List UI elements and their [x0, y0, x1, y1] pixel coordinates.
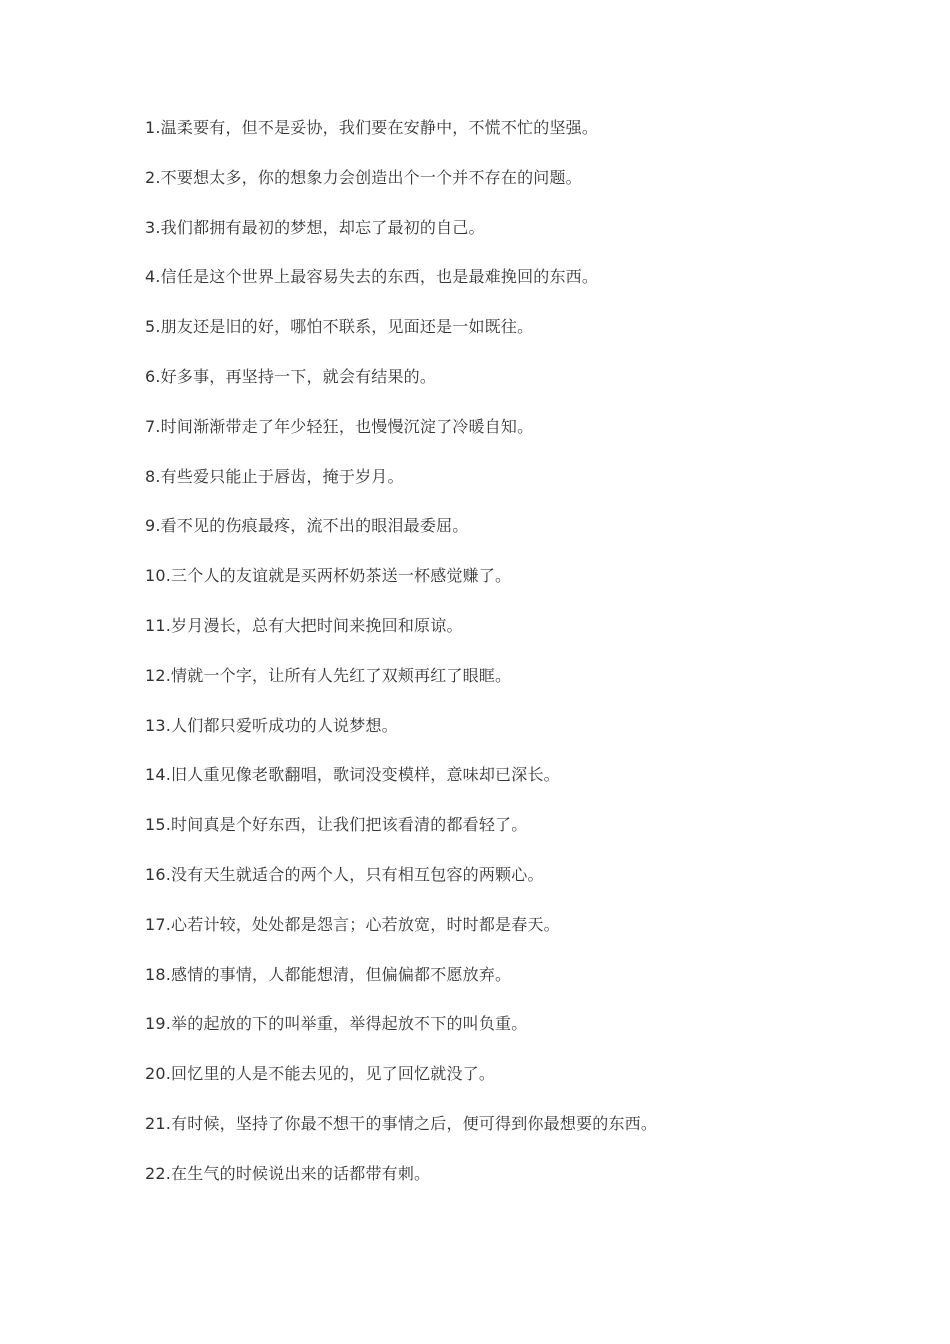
quote-list — [145, 115, 905, 1211]
quote-line-9: 9.看不见的伤痕最疼，流不出的眼泪最委屈。 — [145, 516, 469, 536]
quote-line-15: 15.时间真是个好东西，让我们把该看清的都看轻了。 — [145, 815, 528, 835]
quote-line-19: 19.举的起放的下的叫举重，举得起放不下的叫负重。 — [145, 1014, 528, 1034]
quote-line-5: 5.朋友还是旧的好，哪怕不联系，见面还是一如既往。 — [145, 317, 534, 337]
quote-line-18: 18.感情的事情，人都能想清，但偏偏都不愿放弃。 — [145, 964, 512, 984]
quote-line-14: 14.旧人重见像老歌翻唱，歌词没变模样，意味却已深长。 — [145, 765, 560, 785]
quote-line-21: 21.有时候，坚持了你最不想干的事情之后，便可得到你最想要的东西。 — [145, 1113, 658, 1133]
quote-line-20: 20.回忆里的人是不能去见的，见了回忆就没了。 — [145, 1064, 496, 1084]
quote-line-1: 1.温柔要有，但不是妥协，我们要在安静中，不慌不忙的坚强。 — [145, 118, 599, 137]
quote-line-6: 6.好多事，再坚持一下，就会有结果的。 — [145, 366, 437, 386]
quote-line-8: 8.有些爱只能止于唇齿，掩于岁月。 — [145, 466, 404, 486]
quote-line-13: 13.人们都只爱听成功的人说梦想。 — [145, 715, 398, 735]
quote-line-10: 10.三个人的友谊就是买两杯奶茶送一杯感觉赚了。 — [145, 566, 512, 586]
quote-line-3: 3.我们都拥有最初的梦想，却忘了最初的自己。 — [145, 217, 485, 237]
quote-line-7: 7.时间渐渐带走了年少轻狂，也慢慢沉淀了冷暖自知。 — [145, 416, 534, 436]
quote-line-17: 17.心若计较，处处都是怨言；心若放宽，时时都是春天。 — [145, 914, 560, 934]
quote-line-2: 2.不要想太多，你的想象力会创造出个一个并不存在的问题。 — [145, 167, 582, 187]
quote-line-11: 11.岁月漫长，总有大把时间来挽回和原谅。 — [145, 615, 463, 635]
quote-line-12: 12.情就一个字，让所有人先红了双颊再红了眼眶。 — [145, 665, 512, 685]
quote-line-16: 16.没有天生就适合的两个人，只有相互包容的两颗心。 — [145, 864, 544, 884]
quote-line-22: 22.在生气的时候说出来的话都带有刺。 — [145, 1163, 431, 1183]
quote-line-4: 4.信任是这个世界上最容易失去的东西，也是最难挽回的东西。 — [145, 267, 599, 287]
